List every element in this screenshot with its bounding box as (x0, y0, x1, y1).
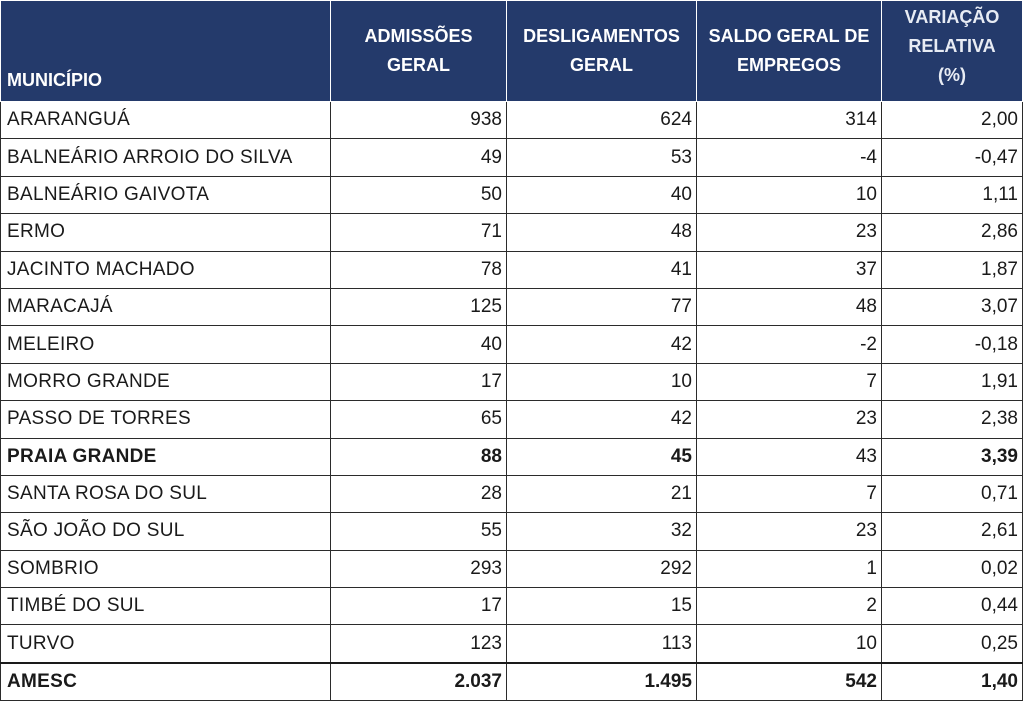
table-row (1, 588, 1023, 625)
header-saldo-line2: EMPREGOS (736, 55, 842, 75)
header-saldo (697, 1, 882, 102)
header-municipio: MUNICÍPIO (1, 1, 331, 102)
header-variacao-line2: RELATIVA (908, 36, 996, 56)
table-row (1, 102, 1023, 139)
table-row (1, 363, 1023, 400)
cell-saldo: 7 (697, 475, 882, 512)
cell-admissoes: 28 (331, 475, 507, 512)
table-row (1, 176, 1023, 213)
cell-admissoes: 2.037 (331, 663, 507, 701)
cell-desligamentos: 1.495 (507, 663, 697, 701)
cell-saldo: 23 (697, 214, 882, 251)
cell-admissoes: 50 (331, 176, 507, 213)
cell-municipio: ARARANGUÁ (1, 102, 331, 139)
cell-desligamentos: 42 (507, 401, 697, 438)
cell-desligamentos: 42 (507, 326, 697, 363)
cell-municipio: PASSO DE TORRES (1, 401, 331, 438)
cell-desligamentos: 48 (507, 214, 697, 251)
cell-admissoes: 123 (331, 625, 507, 663)
cell-admissoes: 78 (331, 251, 507, 288)
cell-saldo: 43 (697, 438, 882, 475)
table-row (1, 475, 1023, 512)
cell-desligamentos: 10 (507, 363, 697, 400)
table-row (1, 139, 1023, 176)
header-admissoes-line2: GERAL (387, 55, 450, 75)
cell-variacao: 0,25 (882, 625, 1023, 663)
cell-municipio: MELEIRO (1, 326, 331, 363)
cell-municipio: TIMBÉ DO SUL (1, 588, 331, 625)
cell-municipio: PRAIA GRANDE (1, 438, 331, 475)
cell-saldo: 7 (697, 363, 882, 400)
header-admissoes-line1: ADMISSÕES (364, 26, 473, 46)
cell-variacao: -0,47 (882, 139, 1023, 176)
header-admissoes (331, 1, 507, 102)
cell-saldo: -2 (697, 326, 882, 363)
cell-desligamentos: 113 (507, 625, 697, 663)
cell-saldo: 23 (697, 401, 882, 438)
cell-variacao: 1,40 (882, 663, 1023, 701)
table-row (1, 326, 1023, 363)
cell-saldo: 10 (697, 625, 882, 663)
header-desligamentos-line1: DESLIGAMENTOS (523, 26, 680, 46)
cell-municipio: SÃO JOÃO DO SUL (1, 513, 331, 550)
cell-variacao: 0,44 (882, 588, 1023, 625)
table-row-highlighted (1, 438, 1023, 475)
cell-variacao: 2,86 (882, 214, 1023, 251)
cell-desligamentos: 40 (507, 176, 697, 213)
cell-variacao: 1,91 (882, 363, 1023, 400)
header-row (1, 1, 1023, 102)
table-row (1, 214, 1023, 251)
cell-admissoes: 293 (331, 550, 507, 587)
cell-admissoes: 125 (331, 288, 507, 325)
cell-saldo: 314 (697, 102, 882, 139)
cell-saldo: 48 (697, 288, 882, 325)
cell-variacao: -0,18 (882, 326, 1023, 363)
header-variacao-line3: (%) (938, 65, 966, 85)
cell-desligamentos: 45 (507, 438, 697, 475)
cell-admissoes: 65 (331, 401, 507, 438)
cell-variacao: 0,71 (882, 475, 1023, 512)
cell-variacao: 2,00 (882, 102, 1023, 139)
cell-admissoes: 40 (331, 326, 507, 363)
cell-admissoes: 49 (331, 139, 507, 176)
cell-admissoes: 88 (331, 438, 507, 475)
cell-municipio: SOMBRIO (1, 550, 331, 587)
cell-desligamentos: 53 (507, 139, 697, 176)
cell-desligamentos: 624 (507, 102, 697, 139)
header-saldo-line1: SALDO GERAL DE (708, 26, 870, 46)
cell-municipio: SANTA ROSA DO SUL (1, 475, 331, 512)
table-row-total (1, 663, 1023, 701)
cell-variacao: 1,87 (882, 251, 1023, 288)
cell-variacao: 1,11 (882, 176, 1023, 213)
cell-saldo: 1 (697, 550, 882, 587)
header-desligamentos-line2: GERAL (570, 55, 633, 75)
cell-saldo: 542 (697, 663, 882, 701)
cell-municipio: MORRO GRANDE (1, 363, 331, 400)
cell-admissoes: 17 (331, 588, 507, 625)
cell-saldo: 10 (697, 176, 882, 213)
table-row (1, 625, 1023, 663)
cell-desligamentos: 15 (507, 588, 697, 625)
table-row (1, 513, 1023, 550)
cell-municipio: MARACAJÁ (1, 288, 331, 325)
cell-desligamentos: 292 (507, 550, 697, 587)
table-row (1, 550, 1023, 587)
cell-variacao: 2,61 (882, 513, 1023, 550)
cell-admissoes: 71 (331, 214, 507, 251)
header-variacao-line1: VARIAÇÃO (904, 7, 1000, 27)
table-row (1, 401, 1023, 438)
cell-municipio: AMESC (1, 663, 331, 701)
table-row (1, 288, 1023, 325)
cell-desligamentos: 32 (507, 513, 697, 550)
header-desligamentos (507, 1, 697, 102)
cell-variacao: 2,38 (882, 401, 1023, 438)
cell-saldo: 37 (697, 251, 882, 288)
cell-saldo: 2 (697, 588, 882, 625)
cell-municipio: JACINTO MACHADO (1, 251, 331, 288)
cell-desligamentos: 77 (507, 288, 697, 325)
cell-desligamentos: 21 (507, 475, 697, 512)
cell-admissoes: 55 (331, 513, 507, 550)
cell-saldo: 23 (697, 513, 882, 550)
cell-municipio: ERMO (1, 214, 331, 251)
cell-admissoes: 938 (331, 102, 507, 139)
cell-municipio: BALNEÁRIO ARROIO DO SILVA (1, 139, 331, 176)
header-variacao (882, 1, 1023, 102)
cell-desligamentos: 41 (507, 251, 697, 288)
table-row (1, 251, 1023, 288)
cell-admissoes: 17 (331, 363, 507, 400)
cell-saldo: -4 (697, 139, 882, 176)
cell-municipio: TURVO (1, 625, 331, 663)
cell-variacao: 0,02 (882, 550, 1023, 587)
cell-variacao: 3,07 (882, 288, 1023, 325)
cell-variacao: 3,39 (882, 438, 1023, 475)
cell-municipio: BALNEÁRIO GAIVOTA (1, 176, 331, 213)
